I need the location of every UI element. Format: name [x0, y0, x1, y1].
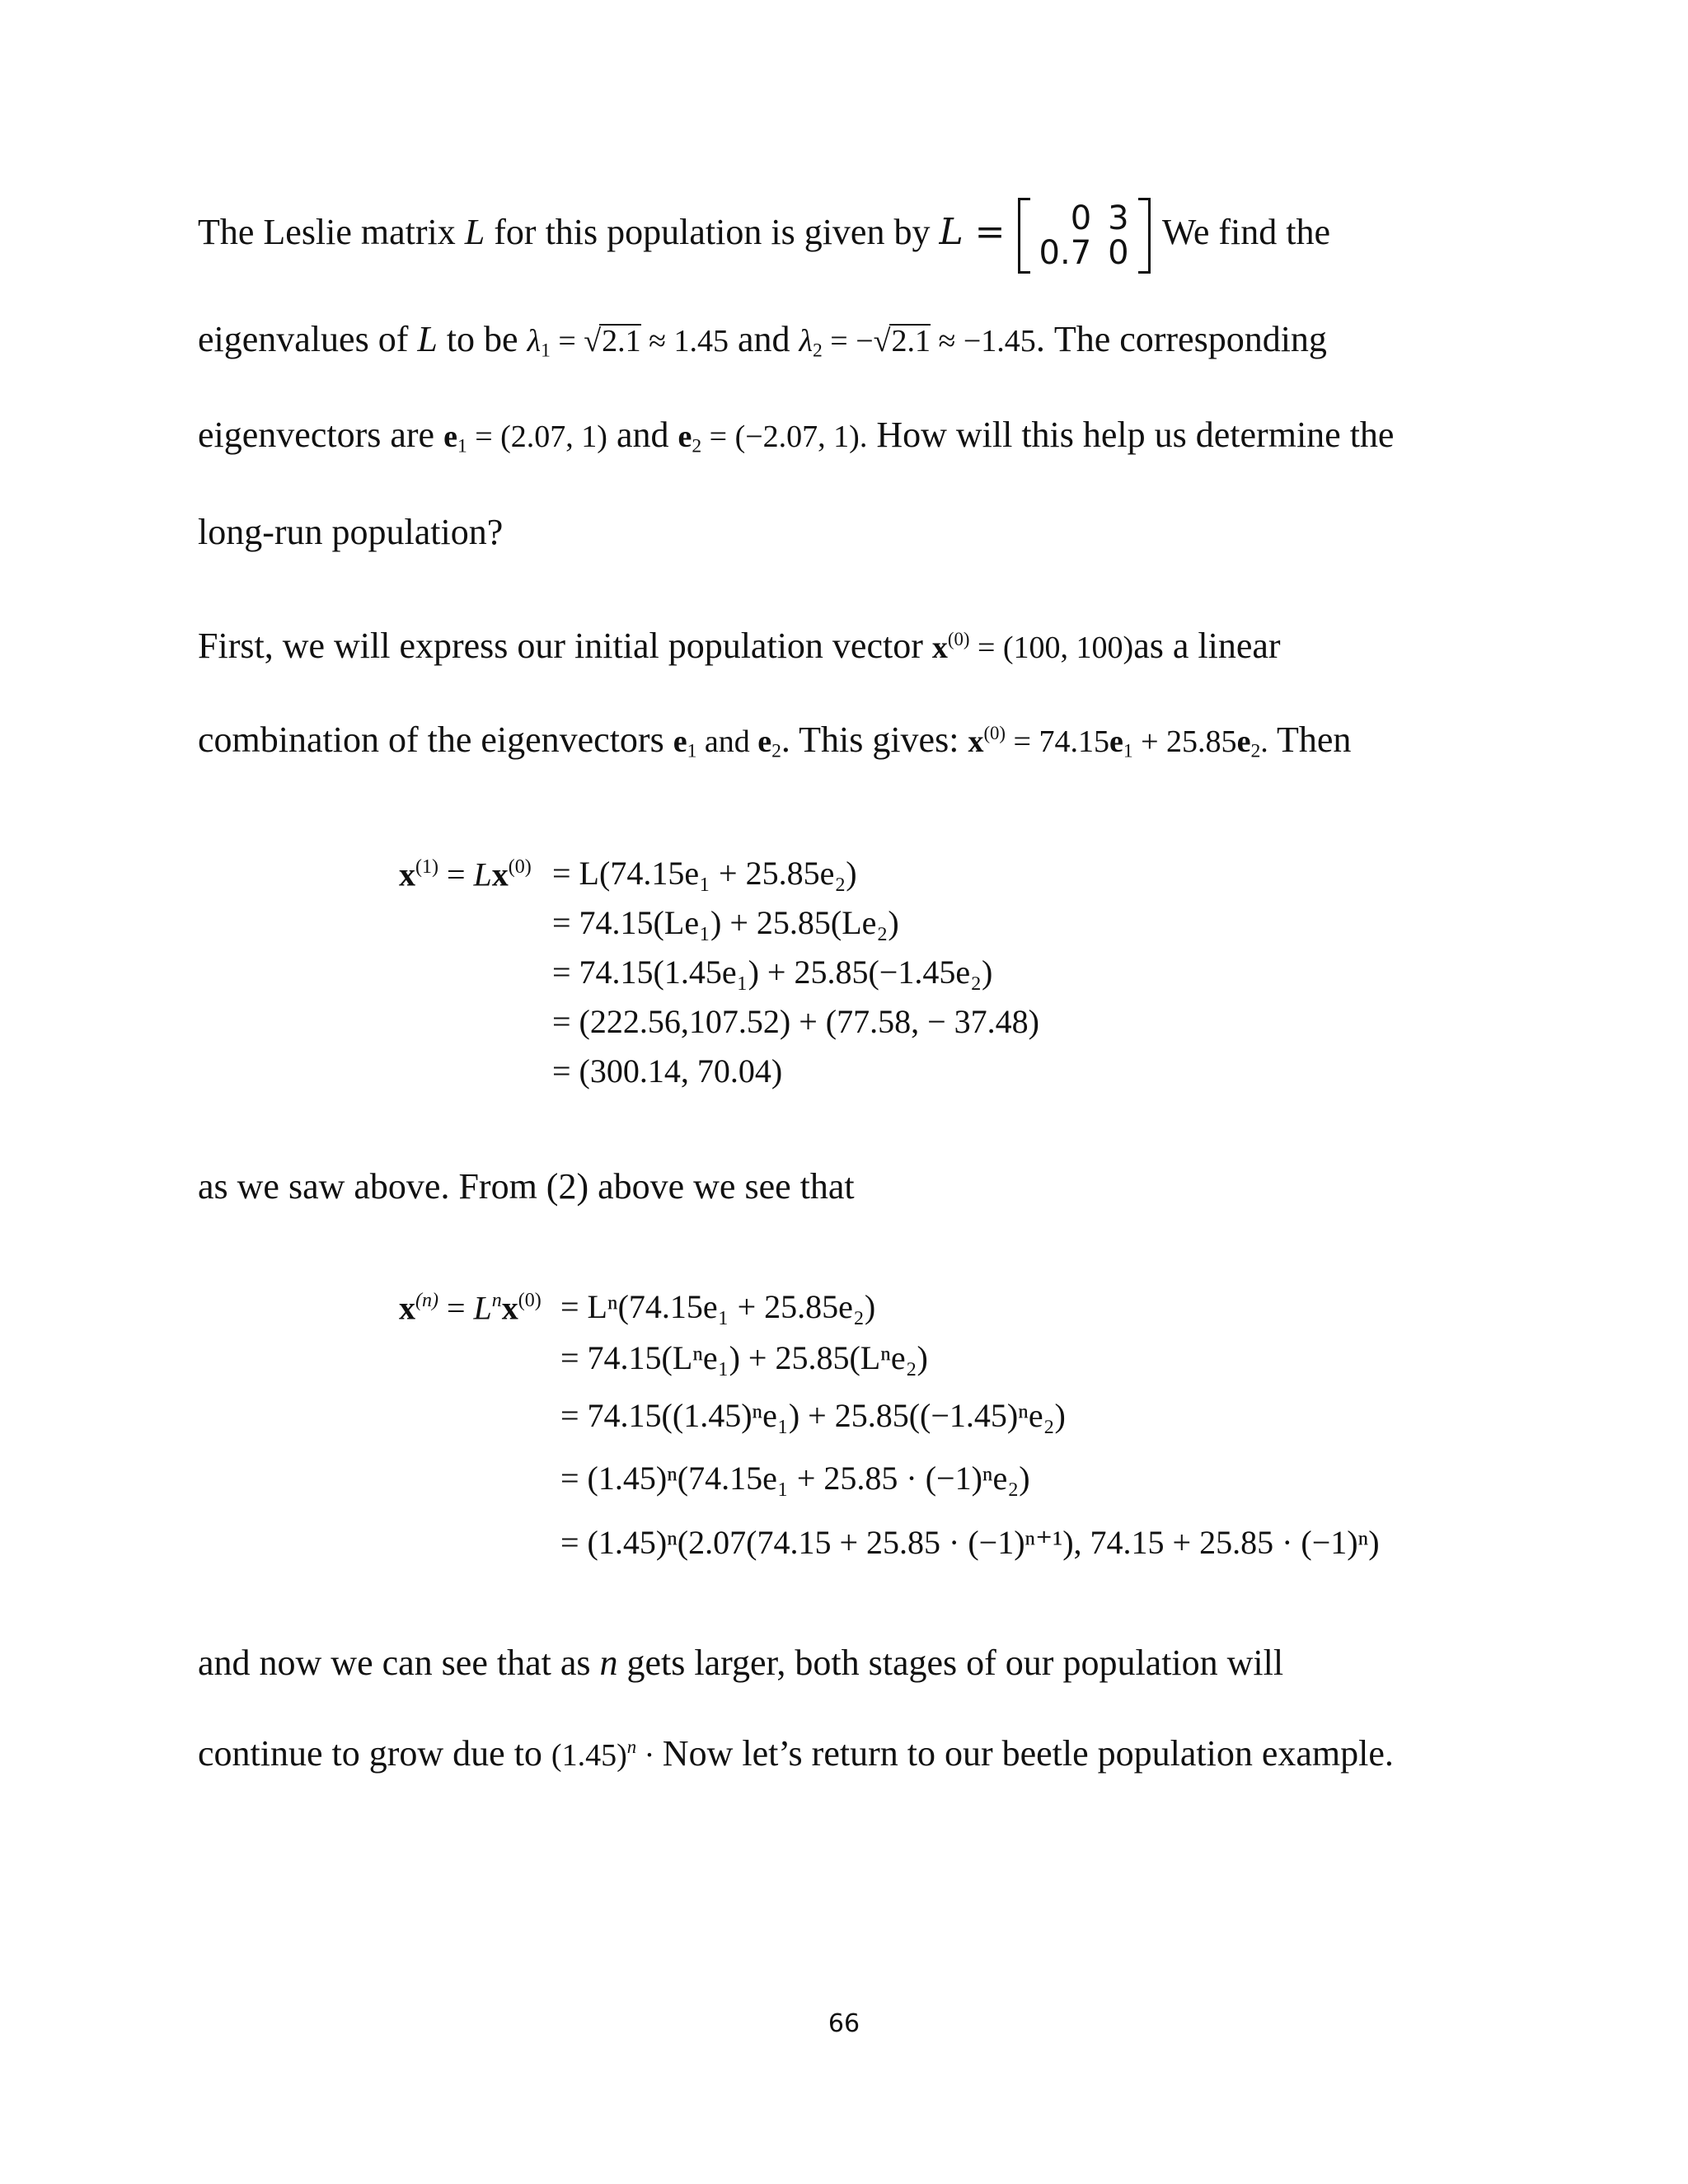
paragraph2-line1: [198, 628, 1281, 664]
equation2-lhs: [399, 1291, 542, 1325]
lambda-symbol: λ: [527, 324, 542, 359]
text-run: How will this help us determine the: [876, 415, 1395, 455]
coefficient: + 25.85: [1132, 724, 1237, 759]
vector-x: x: [399, 1289, 415, 1327]
text-run: for this population is given by: [494, 212, 931, 253]
paragraph1-line2: [198, 321, 1327, 361]
math-L: L: [473, 855, 492, 893]
matrix-cell: 0: [1108, 234, 1129, 272]
superscript: (0): [508, 856, 532, 878]
growth-factor: [551, 1738, 663, 1773]
equals: = −: [822, 324, 874, 359]
equation2-row2: = 74.15(Lⁿe₁) + 25.85(Lⁿe₂): [560, 1339, 928, 1376]
equation1-row5: = (300.14, 70.04): [552, 1052, 783, 1090]
e2-expression: [678, 419, 868, 457]
text-run: . This gives:: [781, 719, 959, 760]
lambda2-expression: $\lambda_2 = -√2.1 \approx -1.45$: [799, 324, 1036, 362]
math-L-equals: L =: [939, 211, 1006, 254]
paragraph4-line2: [198, 1733, 1394, 1774]
math-n: n: [599, 1643, 618, 1683]
superscript: (0): [947, 629, 970, 650]
vector-e: e: [1236, 724, 1251, 759]
equation2-row3: = 74.15((1.45)ⁿe₁) + 25.85((−1.45)ⁿe₂): [560, 1397, 1066, 1434]
vector-x: x: [491, 855, 509, 893]
vector-e: e: [443, 419, 457, 454]
superscript: (0): [983, 723, 1006, 744]
subscript: 1: [457, 435, 467, 457]
x0-expression: [932, 630, 1133, 665]
subscript: 1: [687, 740, 697, 762]
text-run: We find the: [1161, 212, 1330, 253]
subscript: 1: [541, 340, 551, 362]
text-run: to be: [446, 319, 518, 359]
vector-e: e: [673, 724, 687, 759]
vector-x: x: [399, 855, 415, 893]
math-L: L: [473, 1289, 492, 1327]
equation1-row1: = L(74.15e₁ + 25.85e₂): [552, 855, 857, 892]
paragraph1-line1: [198, 201, 1330, 270]
period: .: [1260, 724, 1268, 759]
vector-e: e: [678, 419, 692, 454]
matrix-cell: 0.7: [1039, 234, 1092, 272]
superscript: (0): [518, 1290, 542, 1311]
vector-x: x: [931, 630, 948, 665]
sqrt-radicand: 2.1: [889, 324, 931, 357]
matrix-right-bracket: [1138, 198, 1151, 274]
vector-x: x: [501, 1289, 518, 1327]
subscript: 2: [1250, 740, 1261, 762]
sqrt-radicand: 2.1: [599, 324, 641, 357]
text-run: Then: [1276, 719, 1352, 760]
math-L: L: [417, 319, 438, 359]
equation2-row1: = Lⁿ(74.15e₁ + 25.85e₂): [560, 1288, 876, 1325]
lambda1-expression: $\lambda_1 = √2.1 \approx 1.45$: [527, 324, 729, 362]
text-run: Now let’s return to our beetle population example.: [662, 1733, 1394, 1774]
text-run: continue to grow due to: [198, 1733, 542, 1774]
base: (1.45): [551, 1738, 627, 1773]
e1-expression: [443, 419, 607, 457]
text-run: combination of the eigenvectors: [198, 719, 664, 760]
equals: =: [438, 1289, 474, 1327]
approx-value: ≈ 1.45: [640, 324, 729, 359]
matrix-left-bracket: [1018, 198, 1030, 274]
paragraph4-line1: [198, 1645, 1283, 1681]
lambda-symbol: λ: [799, 324, 813, 359]
equals: =: [550, 324, 584, 359]
vector-e: e: [757, 724, 772, 759]
equation1-row3: = 74.15(1.45e₁) + 25.85(−1.45e₂): [552, 954, 993, 991]
dot: ·: [636, 1738, 663, 1773]
equation2-row5: = (1.45)ⁿ(2.07(74.15 + 25.85 · (−1)ⁿ⁺¹), 74.15 + 25.85 · (−1)ⁿ): [560, 1524, 1380, 1561]
subscript: 2: [771, 740, 781, 762]
equation1-row2: = 74.15(Le₁) + 25.85(Le₂): [552, 904, 899, 941]
text-run: and: [696, 724, 758, 759]
text-run: gets larger, both stages of our population will: [626, 1643, 1284, 1683]
subscript: 1: [1123, 740, 1133, 762]
matrix-cell: 0: [1070, 199, 1092, 237]
superscript: n: [626, 1736, 637, 1758]
text-run: and now we can see that as: [198, 1643, 591, 1683]
math-L: L: [464, 212, 485, 253]
paragraph1-line4: long-run population?: [198, 512, 504, 552]
coefficient: = 74.15: [1006, 724, 1109, 759]
e1-e2-expression: [673, 724, 781, 762]
equation1-lhs: [399, 857, 532, 892]
text-run: as a linear: [1133, 626, 1281, 666]
x0-combination: [968, 723, 1268, 762]
subscript: 2: [813, 340, 823, 362]
equation2-row4: = (1.45)ⁿ(74.15e₁ + 25.85 · (−1)ⁿe₂): [560, 1460, 1030, 1497]
paragraph2-line2: [198, 719, 1352, 762]
vector-e: e: [1109, 724, 1123, 759]
text-run: The Leslie matrix: [198, 212, 456, 253]
text-run: and: [738, 319, 790, 359]
text-run: and: [616, 415, 669, 455]
matrix-table: [1031, 201, 1137, 270]
superscript: n: [491, 1290, 502, 1311]
leslie-matrix: [1018, 201, 1151, 270]
vector-x: x: [968, 724, 984, 759]
equation1-row4: = (222.56,107.52) + (77.58, − 37.48): [552, 1003, 1039, 1040]
vector-value: = (2.07, 1): [467, 419, 607, 454]
text-run: eigenvectors are: [198, 415, 435, 455]
vector-value: = (100, 100): [969, 630, 1134, 665]
text-run: . The corresponding: [1035, 319, 1327, 359]
text-run: First, we will express our initial population vector: [198, 626, 923, 666]
equals: =: [438, 855, 474, 893]
superscript: (n): [415, 1290, 438, 1311]
subscript: 2: [692, 435, 702, 457]
paragraph3-line1: as we saw above. From (2) above we see that: [198, 1166, 855, 1207]
page-number: 66: [828, 2009, 860, 2038]
superscript: (1): [415, 856, 438, 878]
vector-value: = (−2.07, 1).: [701, 419, 868, 454]
matrix-cell: 3: [1108, 199, 1129, 237]
approx-value: ≈ −1.45: [931, 324, 1036, 359]
paragraph1-line3: [198, 417, 1394, 457]
text-run: eigenvalues of: [198, 319, 409, 359]
